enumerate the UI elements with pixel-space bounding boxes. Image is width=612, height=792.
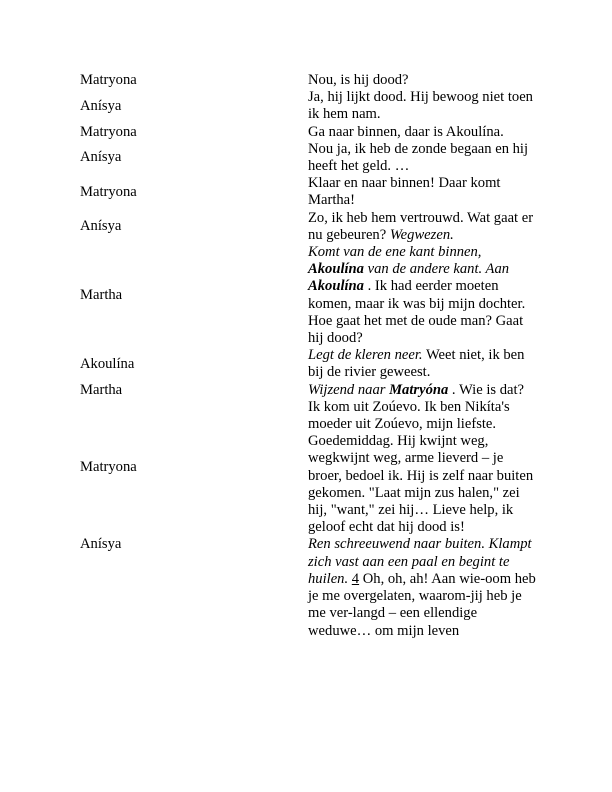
speaker-name: Matryona (80, 459, 137, 476)
dialogue-line (308, 89, 540, 123)
character-name-in-direction: Matryóna (389, 381, 449, 398)
footnote-marker[interactable]: 4 (351, 570, 360, 587)
dialogue-row (80, 175, 540, 209)
dialogue-row (80, 141, 540, 175)
character-name-in-direction: Akoulína (308, 278, 364, 295)
dialogue-row (80, 124, 540, 141)
character-name-in-direction: Akoulína (308, 261, 364, 278)
speaker-name: Akoulína (80, 355, 135, 372)
spoken-text: . Wie is dat? (448, 381, 525, 398)
speaker-name: Matryona (80, 183, 137, 200)
stage-direction: Ren schreeuwend naar buiten. Klampt zich vast aan een paal en begint te huilen. (308, 536, 532, 587)
dialogue-row (80, 347, 540, 381)
dialogue-row (80, 399, 540, 537)
dialogue-line (308, 141, 540, 175)
spoken-text: Ja, hij lijkt dood. Hij bewoog niet toen ik hem nam. (308, 89, 533, 123)
dialogue-line (308, 382, 540, 399)
speaker-name: Martha (80, 381, 123, 398)
speaker-name: Anísya (80, 536, 122, 553)
spoken-text: Zo, ik heb hem vertrouwd. Wat gaat er nu gebeuren? (308, 209, 534, 243)
speaker-name: Anísya (80, 218, 122, 235)
dialogue-row (80, 89, 540, 123)
dialogue-line (308, 347, 540, 381)
dialogue-line (308, 72, 540, 89)
dialogue-row (80, 536, 540, 639)
spoken-text: Ga naar binnen, daar is Akoulína. (308, 123, 504, 140)
dialogue-line (308, 244, 540, 347)
stage-direction: Wegwezen. (389, 226, 454, 243)
stage-direction: Legt de kleren neer. (308, 347, 423, 364)
stage-direction: Wijzend naar (308, 381, 390, 398)
stage-direction: Komt van de ene kant binnen, (308, 244, 482, 261)
speaker-name: Matryona (80, 123, 137, 140)
spoken-text: . Ik had eerder moeten komen, maar ik was bij mijn dochter. Hoe gaat het met de oude man? Gaat hij dood? (308, 278, 526, 347)
stage-direction: van de andere kant. Aan (363, 261, 510, 278)
spoken-text: Nou, is hij dood? (308, 72, 409, 88)
spoken-text: Nou ja, ik heb de zonde begaan en hij heeft het geld. … (308, 140, 529, 175)
dialogue-line (308, 210, 540, 244)
speaker-name: Anísya (80, 97, 122, 114)
spoken-text: Klaar en naar binnen! Daar komt Martha! (308, 175, 501, 209)
dialogue-line (308, 399, 540, 537)
dialogue-row (80, 382, 540, 399)
speaker-name: Martha (80, 287, 123, 304)
dialogue-line (308, 124, 540, 141)
dialogue-line (308, 536, 540, 639)
spoken-text: Ik kom uit Zoúevo. Ik ben Nikíta's moeder uit Zoúevo, mijn liefste. Goedemiddag. Hij kwijnt weg, wegkwijnt weg, arme lieverd – je broer, bedoel ik. Hij is zelf naar buiten gekomen. "Laat mijn zus halen," zei hij, "want," zei hij… Lieve help, ik geloof echt dat hij dood is! (308, 398, 534, 536)
dialogue-row (80, 244, 540, 347)
spoken-text: Weet niet, ik ben bij de rivier geweest. (308, 347, 525, 381)
speaker-name: Anísya (80, 149, 122, 166)
spoken-text: Oh, oh, ah! Aan wie-oom heb je me overgelaten, waarom-jij heb je me ver-langd – een ellendige weduwe… om mijn leven (308, 570, 536, 639)
dialogue-table (80, 72, 540, 640)
dialogue-line (308, 175, 540, 209)
speaker-name: Matryona (80, 72, 137, 88)
dialogue-row (80, 210, 540, 244)
dialogue-row (80, 72, 540, 89)
